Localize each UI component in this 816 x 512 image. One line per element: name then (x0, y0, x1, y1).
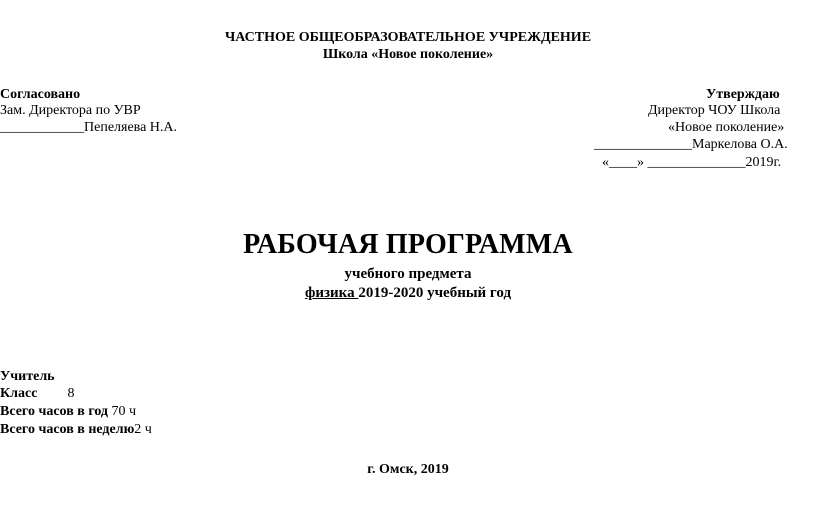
director-signature-line: ______________Маркелова О.А. (594, 137, 788, 152)
hours-per-week-row (0, 421, 152, 438)
teacher-label: Учитель (0, 369, 55, 384)
hours-per-year-row (0, 403, 136, 420)
institution-name: ЧАСТНОЕ ОБЩЕОБРАЗОВАТЕЛЬНОЕ УЧРЕЖДЕНИЕ (224, 30, 592, 45)
hours-per-year-label: Всего часов в год (0, 404, 109, 419)
class-row (0, 385, 74, 402)
school-name: Школа «Новое поколение» (322, 47, 494, 62)
document-title: РАБОЧАЯ ПРОГРАММА (243, 229, 573, 260)
academic-year: 2019-2020 учебный год (358, 285, 512, 301)
city-year: г. Омск, 2019 (367, 462, 449, 477)
subject-name: физика (304, 285, 359, 301)
deputy-signature-line: ____________Пепеляева Н.А. (0, 120, 178, 135)
director-position: Директор ЧОУ Школа (648, 103, 781, 118)
document-subtitle: учебного предмета (344, 266, 472, 282)
approval-date-line: «____» ______________2019г. (602, 155, 782, 170)
agreed-heading: Согласовано (0, 87, 81, 102)
deputy-position: Зам. Директора по УВР (0, 103, 141, 118)
hours-per-week-value: 2 ч (134, 422, 152, 437)
subject-line (0, 284, 816, 302)
hours-per-week-label: Всего часов в неделю (0, 422, 135, 437)
hours-per-year-value: 70 ч (108, 404, 137, 419)
approve-heading: Утверждаю (706, 87, 780, 102)
class-value: 8 (67, 386, 75, 401)
class-label: Класс (0, 386, 38, 401)
director-school: «Новое поколение» (668, 120, 785, 135)
